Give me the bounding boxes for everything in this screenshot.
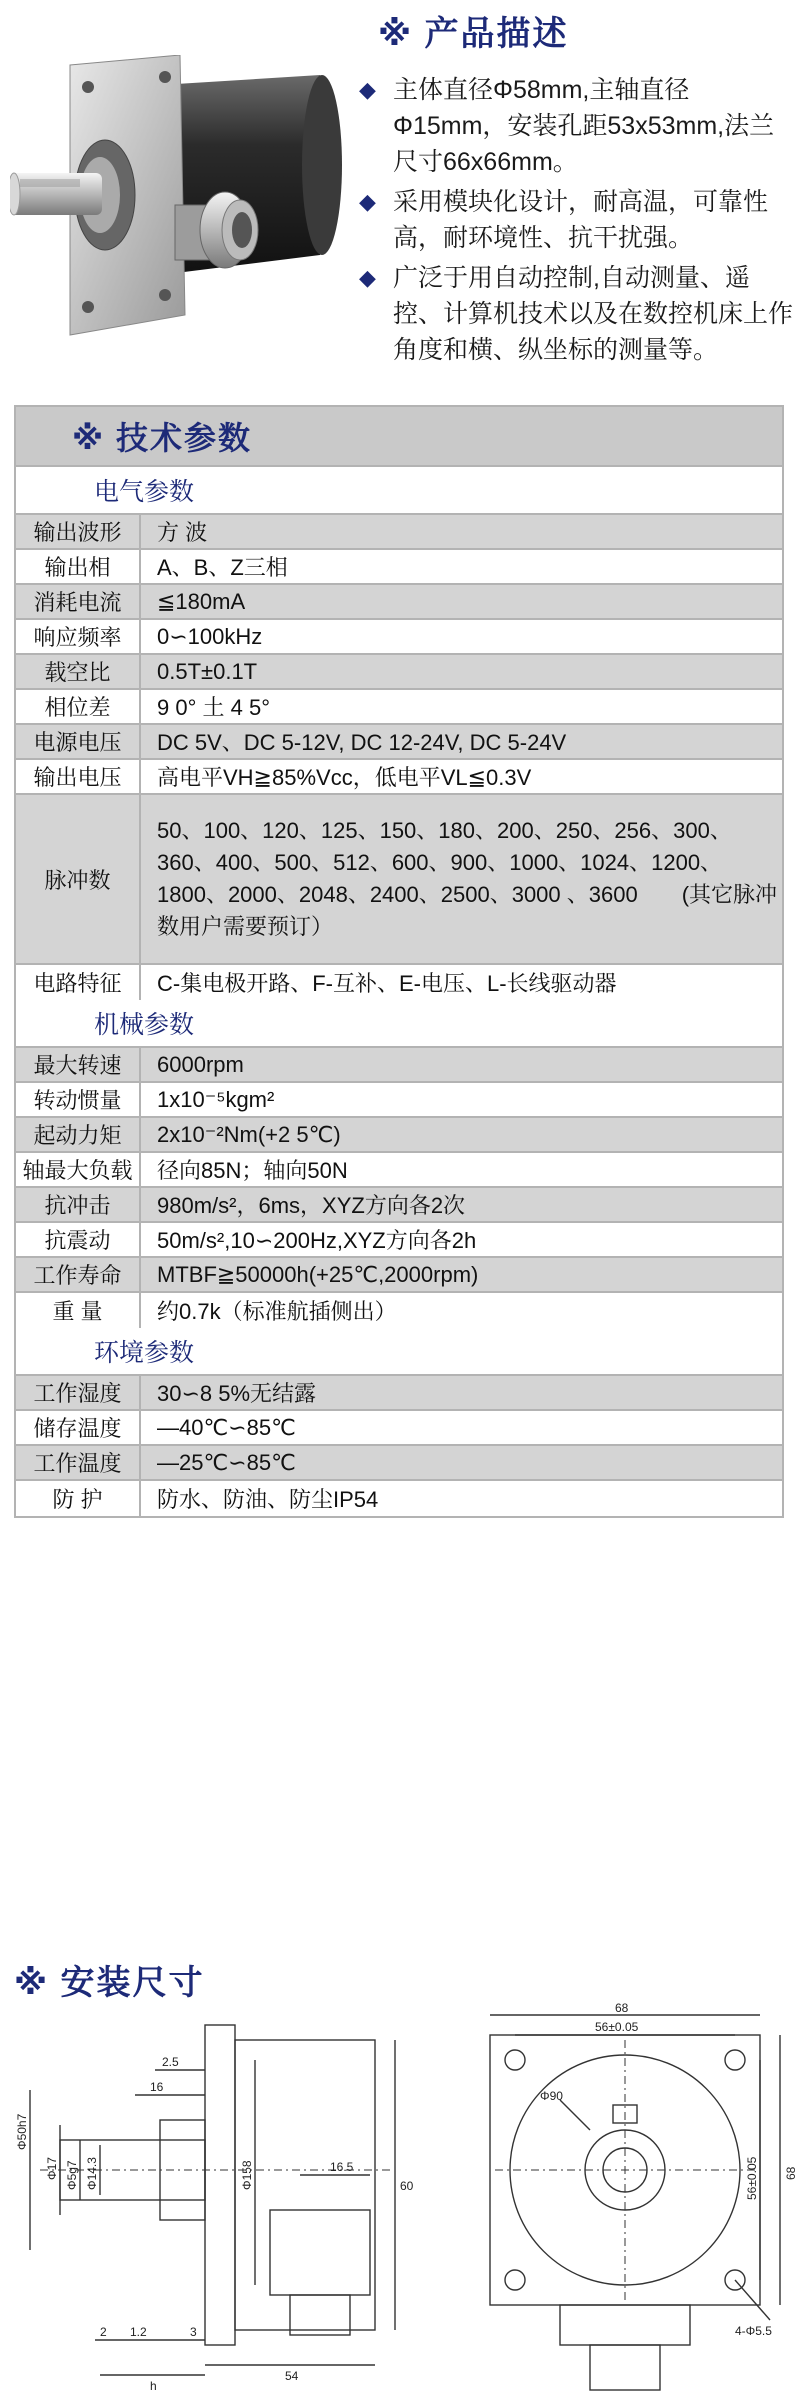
dim-holes: 4-Φ5.5	[735, 2324, 772, 2338]
spec-value: C-集电极开路、F-互补、E-电压、L-长线驱动器	[141, 965, 782, 1000]
section-heading-environment: 环境参数	[16, 1328, 782, 1376]
description-title: ※ 产品描述	[378, 15, 569, 53]
section-heading-mechanical: 机械参数	[16, 1000, 782, 1048]
spec-label: 相位差	[16, 690, 141, 723]
dim-h68: 68	[784, 2166, 798, 2180]
spec-label: 储存温度	[16, 1411, 141, 1444]
spec-row	[16, 1083, 782, 1118]
dim-2-5: 2.5	[162, 2055, 179, 2069]
dim-2: 2	[100, 2325, 107, 2339]
spec-value: 高电平VH≧85%Vcc，低电平VL≦0.3V	[141, 760, 782, 793]
spec-value: 9 0° 土 4 5°	[141, 690, 782, 723]
spec-label: 响应频率	[16, 620, 141, 653]
spec-value: 1x10⁻⁵kgm²	[141, 1083, 782, 1116]
dim-h: h	[150, 2379, 157, 2393]
spec-row	[16, 795, 782, 965]
side-flange	[205, 2025, 235, 2345]
spec-label: 消耗电流	[16, 585, 141, 618]
spec-label: 重 量	[16, 1293, 141, 1328]
spec-row	[16, 1153, 782, 1188]
spec-value: 0.5T±0.1T	[141, 655, 782, 688]
side-connector-plug	[290, 2295, 350, 2335]
diamond-bullet-icon: ◆	[359, 189, 376, 214]
side-connector	[270, 2210, 370, 2295]
spec-value: ≦180mA	[141, 585, 782, 618]
spec-label: 起动力矩	[16, 1118, 141, 1151]
spec-label: 工作温度	[16, 1446, 141, 1479]
spec-label: 转动惯量	[16, 1083, 141, 1116]
spec-label: 载空比	[16, 655, 141, 688]
spec-value: 980m/s²，6ms，XYZ方向各2次	[141, 1188, 782, 1221]
dim-16-5: 16.5	[330, 2160, 354, 2174]
spec-label: 抗震动	[16, 1223, 141, 1256]
spec-row	[16, 1446, 782, 1481]
spec-value: 50、100、120、125、150、180、200、250、256、300、360、400、500、512、600、900、1000、1024、1200、1800、2000、2048、2400、2500、3000 、3600 (其它脉冲数用户需要预订）	[141, 795, 782, 963]
spec-row	[16, 585, 782, 620]
product-description	[0, 0, 800, 400]
spec-value: DC 5V、DC 5-12V, DC 12-24V, DC 5-24V	[141, 725, 782, 758]
dim-w68: 68	[615, 2001, 629, 2015]
dim-16: 16	[150, 2080, 164, 2094]
spec-label: 电源电压	[16, 725, 141, 758]
spec-value: 6000rpm	[141, 1048, 782, 1081]
diamond-bullet-icon: ◆	[359, 77, 376, 102]
spec-row	[16, 690, 782, 725]
spec-table	[14, 405, 784, 1518]
spec-row	[16, 760, 782, 795]
description-item	[355, 72, 795, 180]
encoder-product-image	[10, 55, 355, 345]
install-title: ※ 安装尺寸	[14, 1964, 205, 2002]
diamond-bullet-icon: ◆	[359, 265, 376, 290]
spec-value: —25℃∽85℃	[141, 1446, 782, 1479]
spec-row	[16, 515, 782, 550]
spec-value: 约0.7k（标准航插侧出）	[141, 1293, 782, 1328]
front-connector	[560, 2305, 690, 2345]
dim-54: 54	[285, 2369, 299, 2383]
spec-title: ※ 技术参数	[16, 407, 782, 467]
spec-value: 方 波	[141, 515, 782, 548]
dim-d50: Φ50h7	[15, 2113, 29, 2150]
front-connector-plug	[590, 2345, 660, 2390]
dim-h56: 56±0.05	[745, 2156, 759, 2200]
spec-label: 输出相	[16, 550, 141, 583]
spec-row	[16, 1258, 782, 1293]
dim-1-2: 1.2	[130, 2325, 147, 2339]
spec-value: MTBF≧50000h(+25℃,2000rpm)	[141, 1258, 782, 1291]
description-text: 广泛于用自动控制,自动测量、遥控、计算机技术以及在数控机床上作角度和横、纵坐标的测量等。	[393, 264, 794, 364]
spec-value: 径向85N；轴向50N	[141, 1153, 782, 1186]
spec-value: —40℃∽85℃	[141, 1411, 782, 1444]
dim-d158: Φ158	[240, 2160, 254, 2190]
spec-row	[16, 725, 782, 760]
description-text: 采用模块化设计，耐高温，可靠性高，耐环境性、抗干扰强。	[393, 188, 769, 252]
spec-value: 2x10⁻²Nm(+2 5℃)	[141, 1118, 782, 1151]
spec-label: 电路特征	[16, 965, 141, 1000]
dim-d5: Φ5g7	[65, 2160, 79, 2190]
spec-row	[16, 1188, 782, 1223]
dim-60: 60	[400, 2179, 414, 2193]
spec-value: A、B、Z三相	[141, 550, 782, 583]
spec-label: 输出波形	[16, 515, 141, 548]
description-item	[355, 260, 795, 368]
description-item	[355, 184, 795, 256]
spec-row	[16, 1118, 782, 1153]
spec-value: 50m/s²,10∽200Hz,XYZ方向各2h	[141, 1223, 782, 1256]
spec-row	[16, 1376, 782, 1411]
description-list	[355, 72, 795, 372]
spec-row	[16, 1411, 782, 1446]
spec-row	[16, 620, 782, 655]
dim-d90: Φ90	[540, 2089, 563, 2103]
spec-label: 输出电压	[16, 760, 141, 793]
spec-label: 脉冲数	[16, 795, 141, 963]
side-body	[235, 2040, 375, 2330]
dim-d14: Φ14.3	[85, 2157, 99, 2190]
spec-value: 30∽8 5%无结露	[141, 1376, 782, 1409]
installation-drawing	[0, 2000, 800, 2400]
spec-row	[16, 1048, 782, 1083]
spec-label: 最大转速	[16, 1048, 141, 1081]
spec-row	[16, 965, 782, 1000]
spec-row	[16, 1293, 782, 1328]
spec-label: 抗冲击	[16, 1188, 141, 1221]
spec-row	[16, 1481, 782, 1516]
spec-label: 轴最大负载	[16, 1153, 141, 1186]
spec-label: 防 护	[16, 1481, 141, 1516]
spec-row	[16, 1223, 782, 1258]
spec-label: 工作寿命	[16, 1258, 141, 1291]
spec-row	[16, 655, 782, 690]
description-text: 主体直径Φ58mm,主轴直径Φ15mm，安装孔距53x53mm,法兰尺寸66x66mm。	[393, 76, 775, 176]
spec-row	[16, 550, 782, 585]
dim-3: 3	[190, 2325, 197, 2339]
dim-w56: 56±0.05	[595, 2020, 639, 2034]
spec-value: 防水、防油、防尘IP54	[141, 1481, 782, 1516]
section-heading-electrical: 电气参数	[16, 467, 782, 515]
spec-label: 工作湿度	[16, 1376, 141, 1409]
dim-d17: Φ17	[45, 2157, 59, 2180]
spec-value: 0∽100kHz	[141, 620, 782, 653]
